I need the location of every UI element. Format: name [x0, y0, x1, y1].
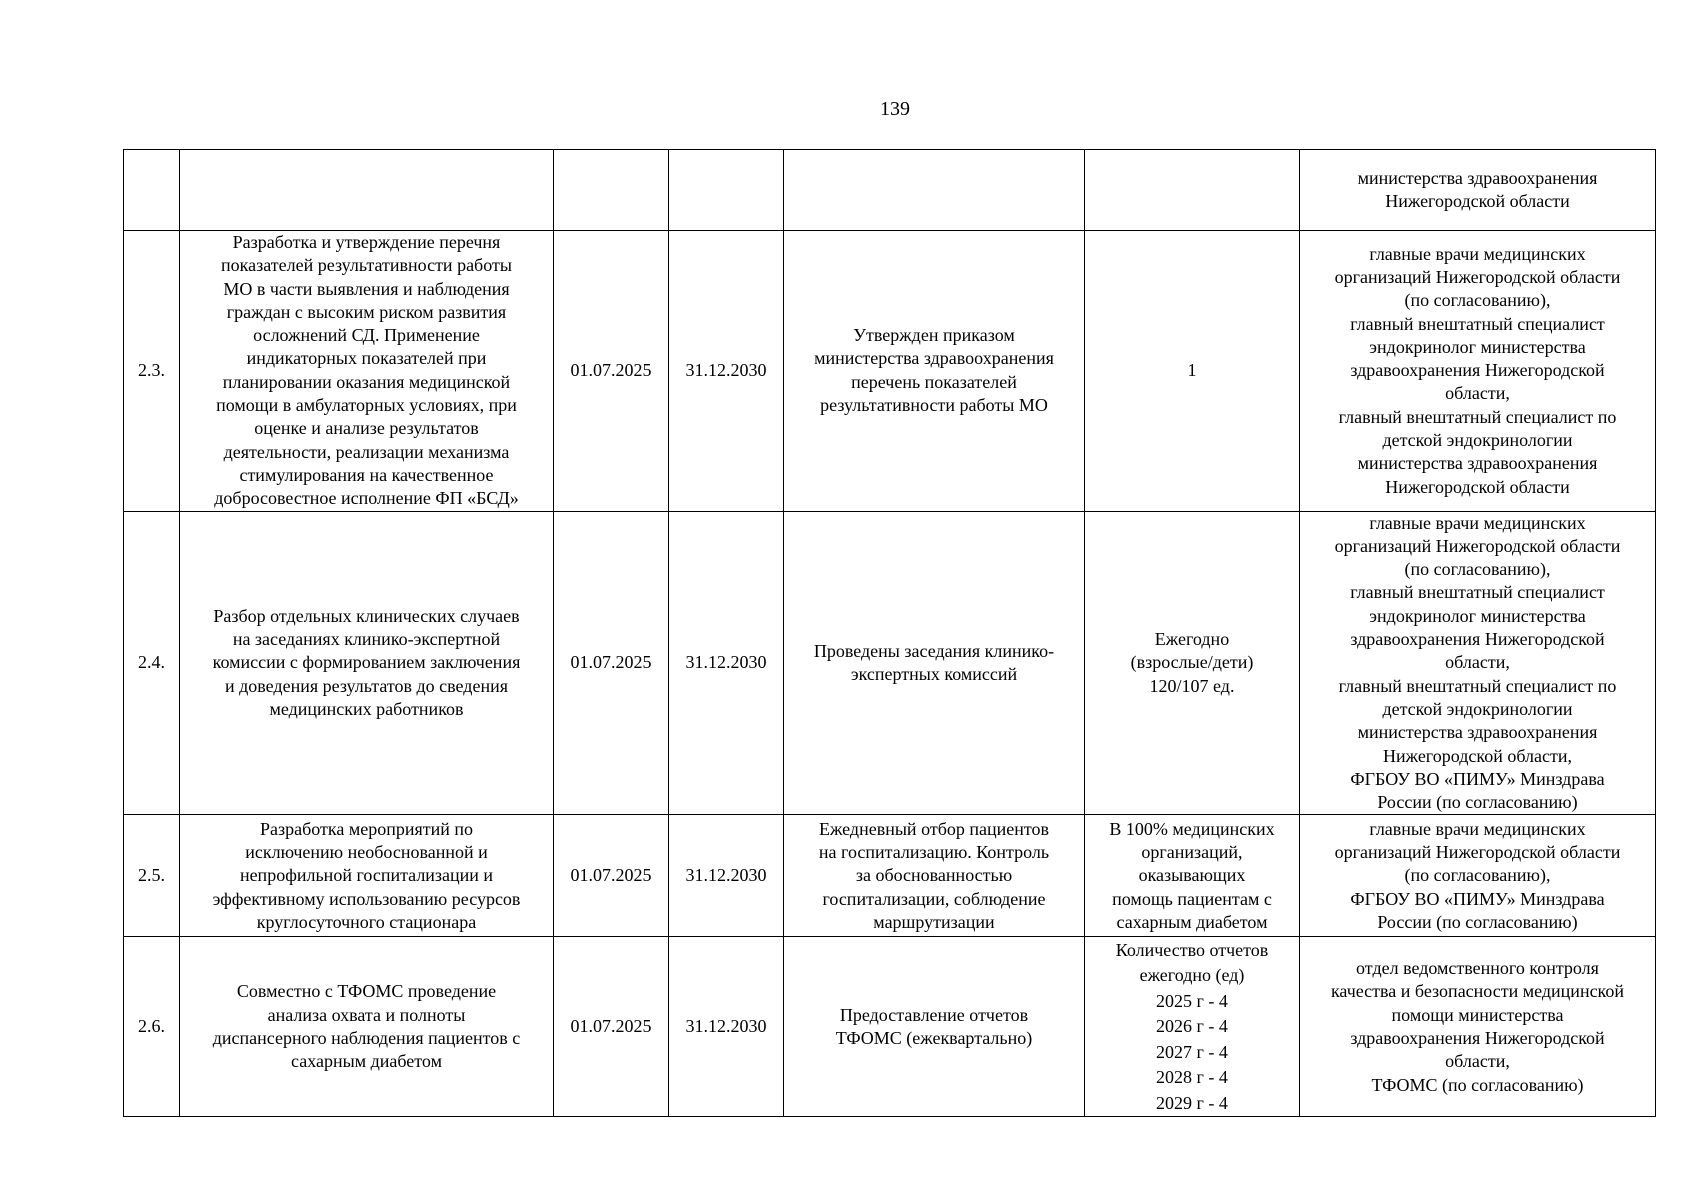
activity-cell: Разработка и утверждение перечня показателей результативности работы МО в части выявления и наблюдения граждан с высоким риском развития осложнений СД. Применение индикаторных показателей при планировании оказания медицинской помощи в амбулаторных условиях, при оценке и анализе результатов деятельности, реализации механизма стимулирования на качественное добросовестное исполнение ФП «БСД»: [180, 231, 554, 512]
indicator-year-line: 2029 г - 4: [1156, 1092, 1228, 1113]
activity-cell: Совместно с ТФОМС проведение анализа охвата и полноты диспансерного наблюдения пациентов с сахарным диабетом: [180, 937, 554, 1117]
row-number-cell: 2.5.: [124, 815, 180, 937]
table-row: [124, 231, 1656, 512]
end-date-cell: 31.12.2030: [669, 815, 784, 937]
action-plan-table: [123, 149, 1656, 1117]
indicator-cell: [1085, 150, 1300, 231]
activity-cell: Разработка мероприятий по исключению необоснованной и непрофильной госпитализации и эффективному использованию ресурсов круглосуточного стационара: [180, 815, 554, 937]
activity-cell: Разбор отдельных клинических случаев на заседаниях клинико-экспертной комиссии с формированием заключения и доведения результатов до сведения медицинских работников: [180, 511, 554, 815]
indicator-year-line: 2026 г - 4: [1156, 1016, 1228, 1037]
indicator-cell: 1: [1085, 231, 1300, 512]
end-date-cell: [669, 150, 784, 231]
start-date-cell: 01.07.2025: [554, 231, 669, 512]
indicator-year-line: 2027 г - 4: [1156, 1041, 1228, 1062]
result-cell: Ежедневный отбор пациентов на госпитализацию. Контроль за обоснованностью госпитализации, соблюдение маршрутизации: [784, 815, 1085, 937]
indicator-cell: В 100% медицинских организаций, оказывающих помощь пациентам с сахарным диабетом: [1085, 815, 1300, 937]
end-date-cell: 31.12.2030: [669, 937, 784, 1117]
indicator-year-line: 2028 г - 4: [1156, 1067, 1228, 1088]
result-cell: [784, 150, 1085, 231]
row-number-cell: 2.4.: [124, 511, 180, 815]
activity-cell: [180, 150, 554, 231]
indicator-cell: [1085, 937, 1300, 1117]
page-number: 139: [880, 98, 910, 120]
indicator-cell: Ежегодно (взрослые/дети) 120/107 ед.: [1085, 511, 1300, 815]
end-date-cell: 31.12.2030: [669, 511, 784, 815]
row-number-cell: 2.3.: [124, 231, 180, 512]
start-date-cell: 01.07.2025: [554, 511, 669, 815]
table-row: [124, 937, 1656, 1117]
table-row: [124, 511, 1656, 815]
row-number-cell: 2.6.: [124, 937, 180, 1117]
responsible-cell: отдел ведомственного контроля качества и безопасности медицинской помощи министерства здравоохранения Нижегородской области, ТФОМС (по согласованию): [1300, 937, 1656, 1117]
indicator-year-line: 2025 г - 4: [1156, 990, 1228, 1011]
responsible-cell: главные врачи медицинских организаций Нижегородской области (по согласованию), главный внештатный специалист эндокринолог министерства здравоохранения Нижегородской области, главный внештатный специалист по детской эндокринологии министерства здравоохранения Нижегородской области, ФГБОУ ВО «ПИМУ» Минздрава России (по согласованию): [1300, 511, 1656, 815]
result-cell: Проведены заседания клинико- экспертных комиссий: [784, 511, 1085, 815]
end-date-cell: 31.12.2030: [669, 231, 784, 512]
responsible-cell: главные врачи медицинских организаций Нижегородской области (по согласованию), ФГБОУ ВО «ПИМУ» Минздрава России (по согласованию): [1300, 815, 1656, 937]
row-number-cell: [124, 150, 180, 231]
table-row: [124, 815, 1656, 937]
table-row: [124, 150, 1656, 231]
responsible-cell: министерства здравоохранения Нижегородской области: [1300, 150, 1656, 231]
start-date-cell: [554, 150, 669, 231]
start-date-cell: 01.07.2025: [554, 815, 669, 937]
indicator-heading: Количество отчетов ежегодно (ед): [1115, 939, 1269, 986]
result-cell: Предоставление отчетов ТФОМС (ежеквартально): [784, 937, 1085, 1117]
responsible-cell: главные врачи медицинских организаций Нижегородской области (по согласованию), главный внештатный специалист эндокринолог министерства здравоохранения Нижегородской области, главный внештатный специалист по детской эндокринологии министерства здравоохранения Нижегородской области: [1300, 231, 1656, 512]
result-cell: Утвержден приказом министерства здравоохранения перечень показателей результативности работы МО: [784, 231, 1085, 512]
start-date-cell: 01.07.2025: [554, 937, 669, 1117]
